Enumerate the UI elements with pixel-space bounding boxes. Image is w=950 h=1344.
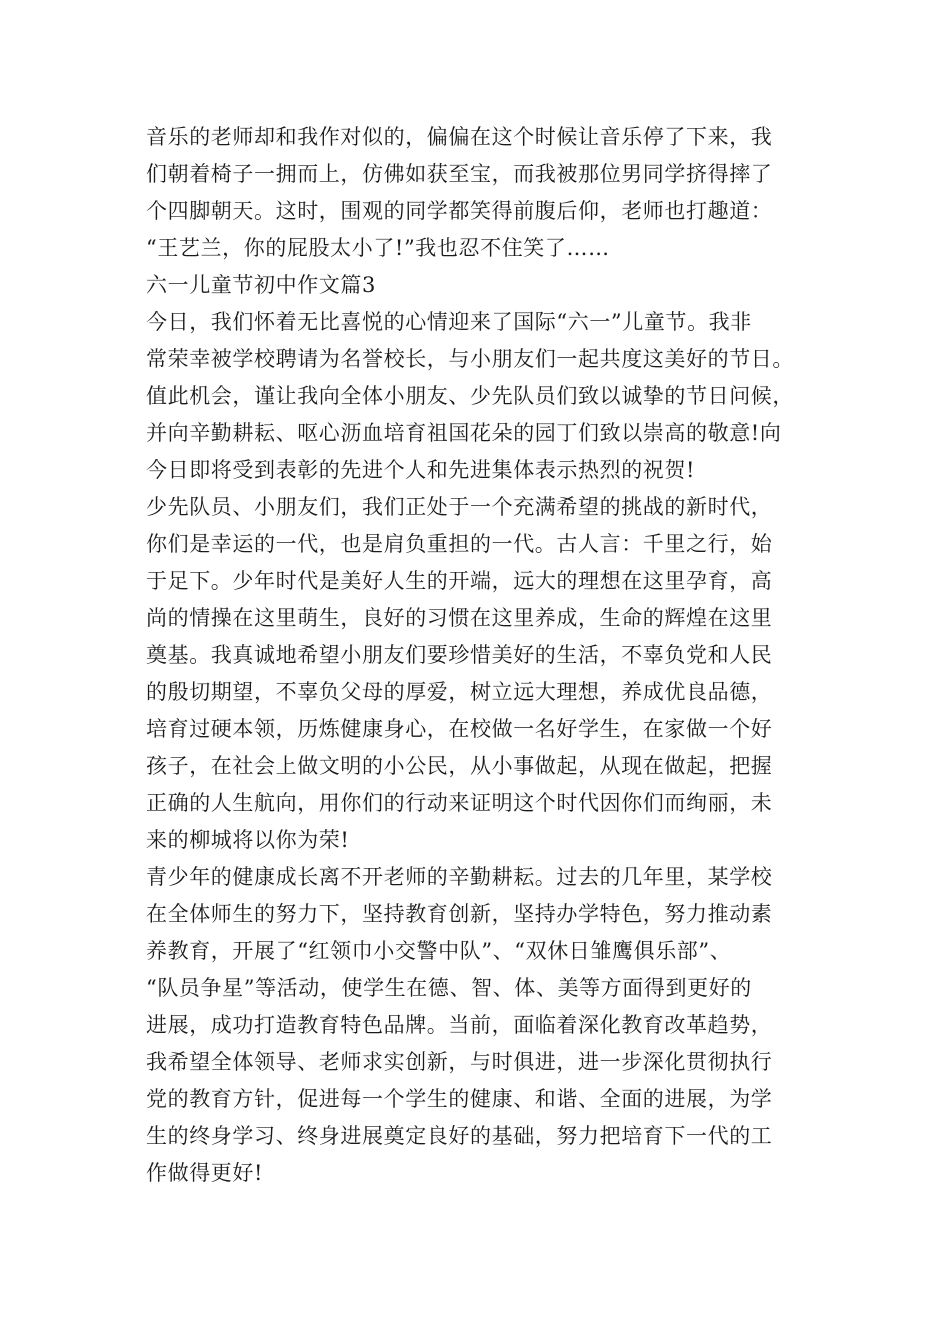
text-line: 生的终身学习、终身进展奠定良好的基础，努力把培育下一代的工	[146, 1124, 773, 1148]
text-line: 正确的人生航向，用你们的行动来证明这个时代因你们而绚丽，未	[146, 791, 773, 815]
document-body	[146, 119, 846, 1192]
text-line: 值此机会，谨让我向全体小朋友、少先队员们致以诚挚的节日问候，	[146, 384, 794, 408]
section-heading: 六一儿童节初中作文篇3	[146, 273, 376, 297]
text-line: 培育过硬本领，历炼健康身心，在校做一名好学生，在家做一个好	[146, 717, 773, 741]
text-line: 进展，成功打造教育特色品牌。当前，面临着深化教育改革趋势，	[146, 1013, 773, 1037]
text-line: “队员争星”等活动，使学生在德、智、体、美等方面得到更好的	[146, 976, 752, 1000]
text-line: 少先队员、小朋友们，我们正处于一个充满希望的挑战的新时代，	[146, 495, 773, 519]
text-line: 孩子，在社会上做文明的小公民，从小事做起，从现在做起，把握	[146, 754, 773, 778]
text-line: 并向辛勤耕耘、呕心沥血培育祖国花朵的园丁们致以崇高的敬意!向	[146, 421, 782, 445]
text-line: 在全体师生的努力下，坚持教育创新，坚持办学特色，努力推动素	[146, 902, 773, 926]
text-line: 常荣幸被学校聘请为名誉校长，与小朋友们一起共度这美好的节日。	[146, 347, 794, 371]
text-line: 于足下。少年时代是美好人生的开端，远大的理想在这里孕育，高	[146, 569, 773, 593]
text-line: 们朝着椅子一拥而上，仿佛如获至宝，而我被那位男同学挤得摔了	[146, 162, 773, 186]
text-line: 尚的情操在这里萌生，良好的习惯在这里养成，生命的辉煌在这里	[146, 606, 773, 630]
text-line: 党的教育方针，促进每一个学生的健康、和谐、全面的进展，为学	[146, 1087, 773, 1111]
text-line: 今日，我们怀着无比喜悦的心情迎来了国际“六一”儿童节。我非	[146, 310, 752, 334]
text-line: 个四脚朝天。这时，围观的同学都笑得前腹后仰，老师也打趣道：	[146, 199, 773, 223]
text-line: 来的柳城将以你为荣!	[146, 828, 350, 852]
text-line: 的殷切期望，不辜负父母的厚爱，树立远大理想，养成优良品德，	[146, 680, 773, 704]
text-line: 音乐的老师却和我作对似的，偏偏在这个时候让音乐停了下来，我	[146, 125, 773, 149]
text-line: 养教育，开展了“红领巾小交警中队”、“双休日雏鹰俱乐部”、	[146, 939, 732, 963]
text-line: 青少年的健康成长离不开老师的辛勤耕耘。过去的几年里，某学校	[146, 865, 773, 889]
text-line: 作做得更好!	[146, 1161, 264, 1185]
text-line: 今日即将受到表彰的先进个人和先进集体表示热烈的祝贺!	[146, 458, 696, 482]
text-line: 我希望全体领导、老师求实创新，与时俱进，进一步深化贯彻执行	[146, 1050, 773, 1074]
text-line: 奠基。我真诚地希望小朋友们要珍惜美好的生活，不辜负党和人民	[146, 643, 773, 667]
text-line: 你们是幸运的一代，也是肩负重担的一代。古人言：千里之行，始	[146, 532, 773, 556]
text-line: “王艺兰，你的屁股太小了!”我也忍不住笑了……	[146, 236, 610, 260]
